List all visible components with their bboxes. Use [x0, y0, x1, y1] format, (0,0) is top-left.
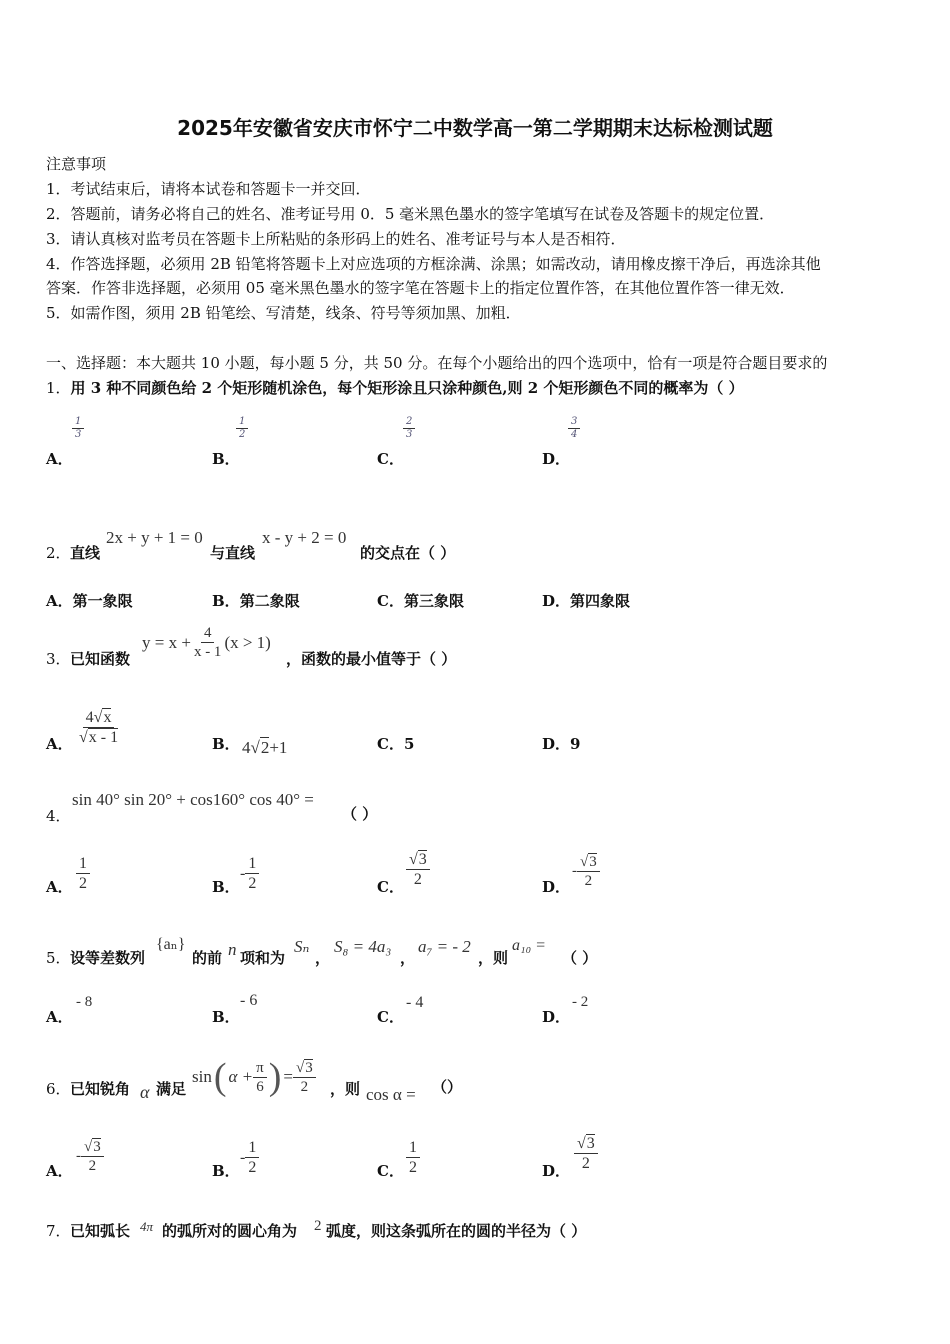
- q4-option-d-value: - $\frac{√3}{2}$: [572, 853, 600, 890]
- q7-pre: 已知弧长: [70, 1222, 131, 1240]
- q6-post: （）: [432, 1078, 463, 1096]
- q1-option-c-value: $\frac{2}{3}$: [403, 416, 415, 441]
- q5-post: （ ）: [562, 949, 598, 967]
- q1-option-d-label: D．: [542, 450, 571, 468]
- q2-pre: 直线: [70, 544, 101, 562]
- q5-option-d-label: D．: [542, 1008, 571, 1026]
- q7-number: 7．: [46, 1222, 71, 1240]
- q4-option-b-value: - $\frac{1}{2}$: [240, 854, 259, 893]
- q3-pre: 已知函数: [70, 650, 131, 668]
- q6-expression: sin ( α + $\frac{\pi}{6}$ ) = $\frac{√3}{2}$: [192, 1052, 316, 1102]
- q6-alpha: α: [140, 1082, 150, 1102]
- q4-option-c-value: $\frac{√3}{2}$: [406, 850, 430, 889]
- q3-option-c: C．5: [377, 735, 415, 753]
- section-heading: 一、选择题：本大题共 10 小题，每小题 5 分，共 50 分。在每个小题给出的四个选项中，恰有一项是符合题目要求的: [46, 354, 828, 372]
- q2-option-a: A．第一象限: [46, 592, 133, 610]
- q5-n: n: [228, 940, 237, 959]
- note-item-3: 3．请认真核对监考员在答题卡上所粘贴的条形码上的姓名、准考证号与本人是否相符．: [46, 230, 626, 248]
- q5-text-5: ，则: [478, 949, 509, 967]
- q1-number: 1．: [46, 379, 71, 397]
- q3-option-b-label: B．: [212, 735, 240, 753]
- q1-option-b-value: $\frac{1}{2}$: [236, 416, 248, 441]
- q6-text-1: 满足: [156, 1080, 187, 1098]
- q5-option-b-value: - 6: [240, 992, 258, 1009]
- q5-target: a₁₀ =: [512, 937, 546, 954]
- note-item-4: 4．作答选择题，必须用 2B 铅笔将答题卡上对应选项的方框涂满、涂黑；如需改动，请用橡皮擦干净后，再选涂其他: [46, 255, 821, 273]
- q6-text-2: ，则: [330, 1080, 361, 1098]
- q6-number: 6．: [46, 1080, 71, 1098]
- q5-condition-2: a₇ = - 2: [418, 937, 471, 956]
- q3-option-a-value: $\frac{4√x}{√x - 1}$: [79, 709, 119, 747]
- q4-post: （ ）: [342, 805, 378, 823]
- q7-arc-length: 4π: [140, 1219, 154, 1234]
- note-item-5: 5．如需作图，须用 2B 铅笔绘、写清楚，线条、符号等须加黑、加粗．: [46, 304, 521, 322]
- q2-option-b: B．第二象限: [212, 592, 300, 610]
- q2-option-c: C．第三象限: [377, 592, 464, 610]
- q6-target: cos α =: [366, 1085, 416, 1104]
- q2-post: 的交点在（ ）: [360, 544, 456, 562]
- q6-option-a-label: A．: [46, 1162, 73, 1180]
- q4-number: 4．: [46, 807, 71, 825]
- q5-option-d-value: - 2: [572, 994, 589, 1010]
- q6-option-d-value: $\frac{√3}{2}$: [574, 1134, 598, 1173]
- q5-text-1: 的前: [192, 949, 223, 967]
- q5-option-a-label: A．: [46, 1008, 73, 1026]
- q1-option-c-label: C．: [377, 450, 404, 468]
- question-1: [46, 377, 744, 398]
- note-item-1: 1．考试结束后，请将本试卷和答题卡一并交回．: [46, 180, 371, 198]
- q5-option-a-value: - 8: [76, 994, 93, 1010]
- q2-option-d: D．第四象限: [542, 592, 631, 610]
- q5-text-2: 项和为: [240, 949, 286, 967]
- q1-option-a-label: A．: [46, 450, 73, 468]
- q1-option-d-value: $\frac{3}{4}$: [568, 416, 580, 441]
- q6-pre: 已知锐角: [70, 1080, 131, 1098]
- q6-option-b-label: B．: [212, 1162, 240, 1180]
- q1-option-a-value: $\frac{1}{3}$: [72, 416, 84, 441]
- q5-number: 5．: [46, 949, 71, 967]
- q2-equation-1: 2x + y + 1 = 0: [106, 528, 203, 547]
- q2-equation-2: x - y + 2 = 0: [262, 528, 347, 547]
- q2-number: 2．: [46, 544, 71, 562]
- q5-condition-1: S₈ = 4a₃: [334, 937, 392, 956]
- q6-option-c-value: $\frac{1}{2}$: [406, 1138, 420, 1177]
- q4-option-a-value: $\frac{1}{2}$: [76, 854, 90, 893]
- q7-text-1: 的弧所对的圆心角为: [162, 1222, 298, 1240]
- q6-option-a-value: - $\frac{√3}{2}$: [76, 1138, 104, 1175]
- q1-text: 用 3 种不同颜色给 2 个矩形随机涂色，每个矩形涂且只涂种颜色,则 2 个矩形颜色不同的概率为（ ）: [70, 379, 744, 397]
- q5-option-c-label: C．: [377, 1008, 404, 1026]
- q7-post: 弧度，则这条弧所在的圆的半径为（ ）: [326, 1222, 587, 1240]
- page-title: 2025年安徽省安庆市怀宁二中数学高一第二学期期末达标检测试题: [177, 116, 773, 140]
- q4-option-d-label: D．: [542, 878, 571, 896]
- q5-pre: 设等差数列: [70, 949, 146, 967]
- q3-number: 3．: [46, 650, 71, 668]
- q5-sn: Sₙ: [294, 937, 310, 956]
- q4-option-b-label: B．: [212, 878, 240, 896]
- q3-function: y = x + $\frac{4}{x - 1}$ (x > 1): [142, 625, 271, 660]
- q6-option-c-label: C．: [377, 1162, 404, 1180]
- q4-option-a-label: A．: [46, 878, 73, 896]
- note-item-4-cont: 答案．作答非选择题，必须用 05 毫米黑色墨水的签字笔在答题卡上的指定位置作答，在其他位置作答一律无效．: [46, 279, 795, 297]
- q3-option-d: D．9: [542, 735, 581, 753]
- q3-option-a-label: A．: [46, 735, 73, 753]
- q6-option-b-value: - $\frac{1}{2}$: [240, 1138, 259, 1177]
- q5-sequence: {aₙ}: [156, 936, 186, 953]
- notes-heading: 注意事项: [46, 155, 107, 173]
- q3-post: ，函数的最小值等于（ ）: [286, 650, 457, 668]
- q7-angle: 2: [314, 1218, 322, 1234]
- q3-option-b-value: 4√2+1: [242, 738, 288, 757]
- q4-option-c-label: C．: [377, 878, 404, 896]
- q4-expression: sin 40° sin 20° + cos160° cos 40° =: [72, 790, 314, 809]
- note-item-2: 2．答题前，请务必将自己的姓名、准考证号用 0．5 毫米黑色墨水的签字笔填写在试卷及答题卡的规定位置．: [46, 205, 775, 223]
- q2-mid: 与直线: [210, 544, 256, 562]
- q5-text-4: ，: [400, 949, 416, 967]
- q5-text-3: ，: [315, 949, 331, 967]
- q5-option-c-value: - 4: [406, 994, 424, 1011]
- q6-option-d-label: D．: [542, 1162, 571, 1180]
- q1-option-b-label: B．: [212, 450, 240, 468]
- q5-option-b-label: B．: [212, 1008, 240, 1026]
